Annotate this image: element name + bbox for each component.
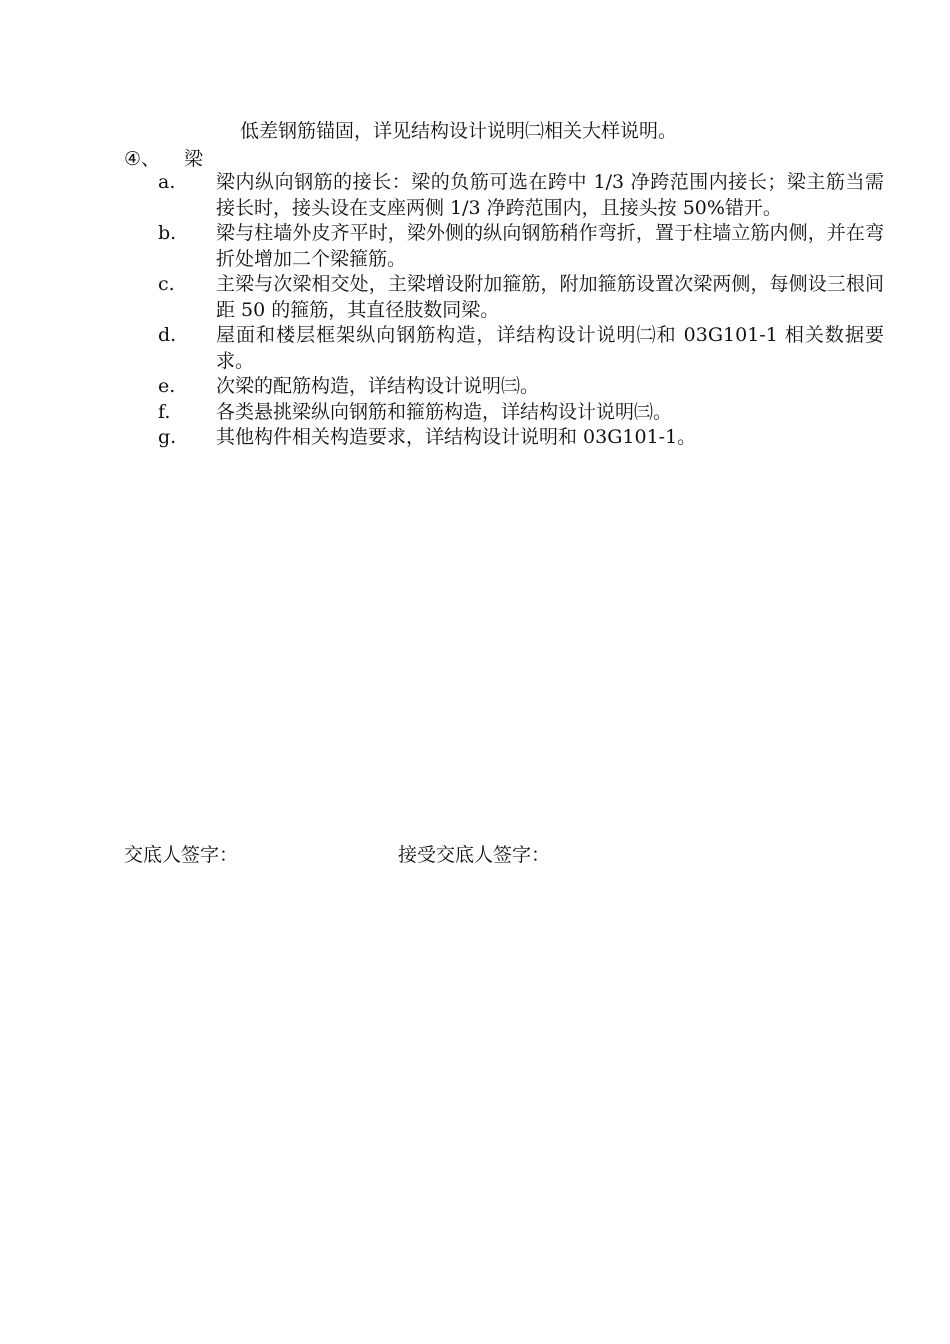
list-item (158, 400, 884, 426)
list-item-text: 各类悬挑梁纵向钢筋和箍筋构造，详结构设计说明㈢。 (216, 400, 673, 423)
beam-requirements-list (158, 170, 884, 451)
list-item (158, 170, 884, 221)
list-item-text: 梁与柱墙外皮齐平时，梁外侧的纵向钢筋稍作弯折，置于柱墙立筋内侧，并在弯折处增加二个梁箍筋。 (216, 222, 884, 270)
list-item-marker: c. (158, 273, 175, 295)
list-item-text: 梁内纵向钢筋的接长：梁的负筋可选在跨中 1/3 净跨范围内接长；梁主筋当需接长时，接头设在支座两侧 1/3 净跨范围内，且接头按 50%错开。 (216, 171, 884, 219)
list-item (158, 374, 884, 400)
list-item (158, 323, 884, 374)
list-item-marker: g. (158, 426, 177, 448)
list-item (158, 221, 884, 272)
section-heading-beam (124, 146, 203, 172)
list-item-text: 屋面和楼层框架纵向钢筋构造，详结构设计说明㈡和 03G101-1 相关数据要求。 (216, 324, 884, 372)
list-item-marker: d. (158, 324, 177, 346)
signature-row (124, 842, 550, 868)
list-item-text: 主梁与次梁相交处，主梁增设附加箍筋，附加箍筋设置次梁两侧，每侧设三根间距 50 的箍筋，其直径肢数同梁。 (216, 273, 884, 321)
list-item-marker: a. (158, 171, 176, 193)
list-item-text: 次梁的配筋构造，详结构设计说明㈢。 (216, 375, 540, 397)
list-item-marker: b. (158, 222, 177, 244)
list-item-marker: f. (158, 400, 171, 423)
list-item-marker: e. (158, 375, 176, 397)
section-title: 梁 (184, 148, 204, 170)
list-item (158, 425, 884, 451)
list-item (158, 272, 884, 323)
section-number: ④、 (124, 148, 161, 170)
intro-line: 低差钢筋锚固，详见结构设计说明㈡相关大样说明。 (240, 120, 678, 142)
receiver-signature-label: 接受交底人签字： (398, 844, 551, 866)
list-item-text: 其他构件相关构造要求，详结构设计说明和 03G101-1。 (216, 426, 697, 448)
discloser-signature-label: 交底人签字： (124, 844, 239, 866)
